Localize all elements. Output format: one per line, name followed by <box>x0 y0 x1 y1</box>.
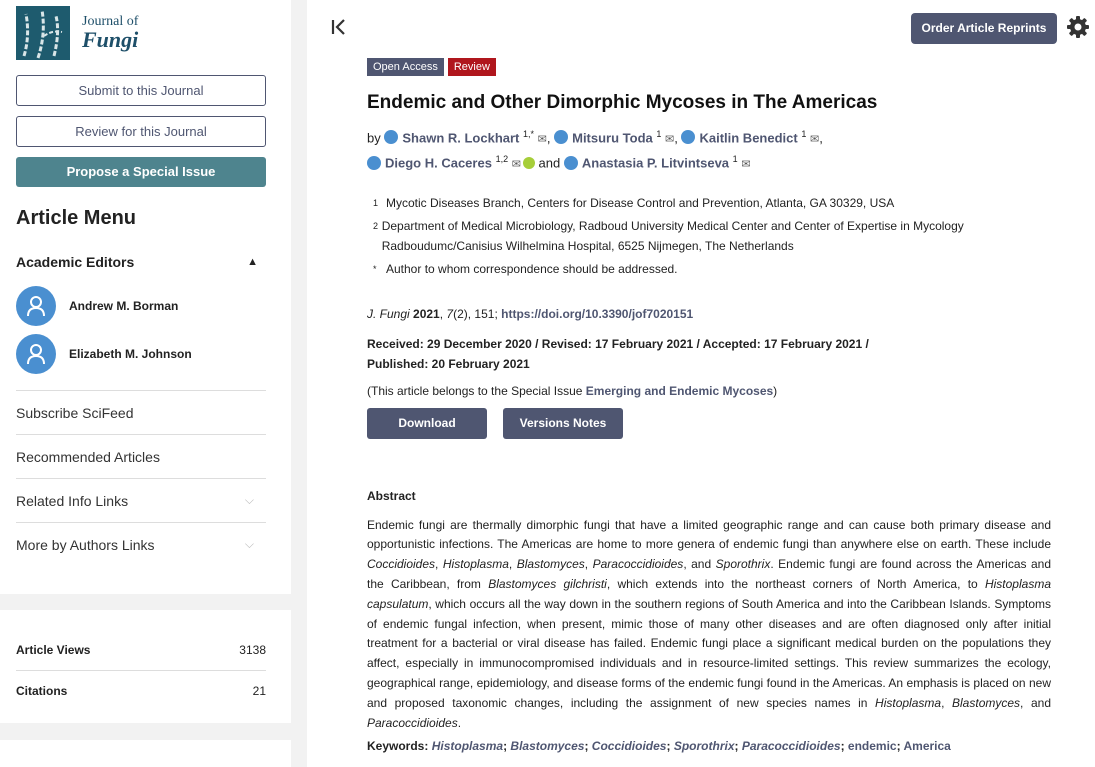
email-icon[interactable]: ✉ <box>809 133 820 146</box>
abstract-taxon: Histoplasma capsulatum <box>367 577 1051 611</box>
user-avatar-icon <box>16 334 56 374</box>
affiliations <box>367 193 1051 279</box>
stat-value: 3138 <box>239 643 266 657</box>
keyword-link[interactable]: Histoplasma <box>431 739 504 754</box>
abstract-taxon: Paracoccidioides <box>367 715 458 730</box>
affiliation-number: 2 <box>373 220 379 231</box>
abstract-segment: , which extends into the northeast corners of North America, to <box>606 577 985 592</box>
abstract-segment: , which occurs all the way down in the southern regions of South America and into the Caribbean Islands. Symptoms of endemic fungal infection, when present, mimic those of many other diseases and are often diagnosed only after initial treatment for a bacterial or viral disease has failed. Endemic fungi place a significant medical burden on the populations they affect, especially in immunocompromised individuals and in resource-limited settings. This review summarizes the ecology, geographical range, epidemiology, and disease forms of the endemic fungi found in the Americas. An emphasis is placed on new and proposed taxonomic changes, including the assignment of new species names in <box>367 596 1051 710</box>
author-link[interactable]: Mitsuru Toda <box>572 130 653 146</box>
stat-value: 21 <box>252 683 266 698</box>
editor-item[interactable] <box>16 334 266 374</box>
author-link[interactable]: Anastasia P. Litvintseva <box>581 155 730 171</box>
author-list: by Shawn R. Lockhart $^{1,*}$ ✉, Mitsuru Toda $^1$ ✉, Kaitlin Benedict $^1$ ✉, Diego H. Caceres $^{1,2}$ ✉ and Anastasia P. Litvintseva $^1$ ✉ <box>367 129 823 171</box>
abstract-segment: , <box>435 557 443 572</box>
author-link[interactable]: Shawn R. Lockhart <box>402 130 520 146</box>
abstract-text <box>367 516 1051 734</box>
abstract-taxon: Histoplasma <box>875 695 942 710</box>
sidebar-links <box>16 390 266 566</box>
journal-name-line1: Journal of <box>82 14 139 29</box>
abstract-segment: , <box>584 557 593 572</box>
stat-article-views <box>16 630 266 670</box>
journal-logo[interactable] <box>16 5 266 61</box>
affiliation-text: Department of Medical Microbiology, Radboud University Medical Center and Center of Expertise in Mycology Radboudumc/Canisius Wilhelmina Hospital, 6525 Nijmegen, The Netherlands <box>381 218 964 253</box>
editor-name: Andrew M. Borman <box>69 299 179 313</box>
author-icon <box>554 130 568 144</box>
author-icon <box>384 130 398 144</box>
gear-icon[interactable] <box>1067 16 1089 38</box>
keyword-link[interactable]: Coccidioides <box>591 739 667 754</box>
author-affil-sup: 1 <box>801 129 807 139</box>
article-stats-card <box>0 610 291 723</box>
submit-to-journal-button[interactable]: Submit to this Journal <box>16 75 266 106</box>
author-icon <box>367 156 381 170</box>
citation-pages: , 151; <box>467 306 502 321</box>
affiliation-text: Author to whom correspondence should be addressed. <box>386 261 678 276</box>
academic-editors-label: Academic Editors <box>16 254 135 270</box>
article-badges <box>367 58 1051 76</box>
author-affil-sup: 1,2 <box>495 154 509 165</box>
link-label: Recommended Articles <box>16 448 160 465</box>
abstract-segment: , <box>941 695 953 710</box>
affiliation-item <box>367 193 1051 213</box>
sidebar-link-more-by-authors[interactable] <box>16 522 266 566</box>
keyword-link[interactable]: endemic <box>847 739 897 754</box>
order-reprints-button[interactable]: Order Article Reprints <box>911 13 1057 44</box>
sidebar-link-related-info[interactable] <box>16 478 266 522</box>
author-affil-sup: 1 <box>656 129 662 139</box>
email-icon[interactable]: ✉ <box>665 133 675 146</box>
doi-link[interactable]: https://doi.org/10.3390/jof7020151 <box>501 306 694 321</box>
abstract-segment: , <box>508 557 517 572</box>
dates-line1: Received: 29 December 2020 / Revised: 17 February 2021 / Accepted: 17 February 2021 / <box>367 336 869 351</box>
and-label: and <box>538 155 561 171</box>
affiliation-item <box>367 216 1051 256</box>
abstract-segment: . Endemic fungi are found across the Americas and the Caribbean, from <box>367 557 1052 592</box>
editor-name: Elizabeth M. Johnson <box>69 347 192 361</box>
link-label: Subscribe SciFeed <box>16 404 134 421</box>
publication-dates <box>367 334 1051 374</box>
special-issue-suffix: ) <box>773 383 778 398</box>
review-for-journal-button[interactable]: Review for this Journal <box>16 116 266 147</box>
article-content <box>367 58 1051 753</box>
abstract-taxon: Paracoccidioides <box>592 557 684 572</box>
sidebar <box>0 0 291 767</box>
citation-journal: J. Fungi <box>367 306 410 321</box>
abstract-taxon: Blastomyces <box>516 557 585 572</box>
abstract-segment: , and <box>1020 695 1051 710</box>
citation-volume: 7 <box>446 306 454 321</box>
keywords-label: Keywords: <box>367 739 429 754</box>
affiliation-number: * <box>373 263 377 274</box>
orcid-icon[interactable] <box>523 157 535 169</box>
abstract-heading: Abstract <box>367 488 416 503</box>
email-icon[interactable]: ✉ <box>741 158 751 171</box>
abstract-taxon: Histoplasma <box>442 557 509 572</box>
article-menu-title: Article Menu <box>16 207 137 229</box>
abstract-taxon: Sporothrix <box>715 557 771 572</box>
sidebar-lower-card <box>0 740 291 767</box>
citation-issue: (2) <box>453 306 468 321</box>
article-main <box>307 0 1095 767</box>
citation-year: 2021 <box>413 306 440 321</box>
author-affil-sup: 1,* <box>523 129 535 139</box>
author-link[interactable]: Kaitlin Benedict <box>699 130 798 146</box>
keyword-link[interactable]: Sporothrix <box>673 739 735 754</box>
affiliation-text: Mycotic Diseases Branch, Centers for Disease Control and Prevention, Atlanta, GA 30329, USA <box>386 195 895 210</box>
chevron-up-icon: ▲ <box>247 256 258 268</box>
author-icon <box>564 156 578 170</box>
link-label: Related Info Links <box>16 492 129 509</box>
keyword-link[interactable]: America <box>903 739 951 754</box>
abstract-taxon: Blastomyces <box>952 695 1021 710</box>
abstract-taxon: Blastomyces gilchristi <box>488 577 607 592</box>
by-label: by <box>367 130 381 146</box>
keywords-line: Keywords: Histoplasma; Blastomyces; Coccidioides; Sporothrix; Paracoccidioides; endemic; America <box>367 739 951 754</box>
stat-label: Article Views <box>16 643 91 657</box>
special-issue-link[interactable]: Emerging and Endemic Mycoses <box>585 383 774 398</box>
sidebar-link-recommended-articles[interactable] <box>16 434 266 478</box>
user-avatar-icon <box>16 286 56 326</box>
abstract-segment: Endemic fungi are thermally dimorphic fungi that have a limited geographic range and can cause both primary disease and opportunistic infections. The Americas are home to more genera of endemic fungi than anywhere else on earth. These include <box>367 517 1051 552</box>
affiliation-item <box>367 259 1051 279</box>
versions-notes-button[interactable]: Versions Notes <box>503 408 623 439</box>
sidebar-link-subscribe-scifeed[interactable] <box>16 390 266 434</box>
chevron-down-icon: ⌵ <box>244 493 254 507</box>
propose-special-issue-button[interactable]: Propose a Special Issue <box>16 157 266 187</box>
abstract-taxon: Coccidioides <box>367 557 436 572</box>
author-affil-sup: 1 <box>732 154 738 165</box>
journal-name-line2: Fungi <box>82 27 139 52</box>
special-issue-prefix: (This article belongs to the Special Issue <box>367 383 586 398</box>
chevron-down-icon: ⌵ <box>244 537 254 551</box>
email-icon[interactable]: ✉ <box>511 158 521 171</box>
open-access-badge: Open Access <box>367 58 444 76</box>
article-actions <box>367 408 1051 439</box>
stat-citations[interactable] <box>16 670 266 710</box>
sidebar-main-card <box>0 0 291 594</box>
abstract-segment: , and <box>683 557 716 572</box>
abstract-segment: . <box>457 715 462 730</box>
download-button[interactable]: Download <box>367 408 487 439</box>
stat-label: Citations <box>16 683 68 698</box>
email-icon[interactable]: ✉ <box>537 133 547 146</box>
author-link[interactable]: Diego H. Caceres <box>385 155 492 171</box>
keyword-link[interactable]: Blastomyces <box>510 739 585 754</box>
link-label: More by Authors Links <box>16 536 155 553</box>
author-icon <box>681 130 695 144</box>
collapse-sidebar-icon[interactable] <box>331 18 347 36</box>
editor-item[interactable] <box>16 286 266 326</box>
academic-editors-toggle[interactable] <box>16 254 266 270</box>
citation-line: J. Fungi 2021, 7(2), 151; https://doi.org/10.3390/jof7020151 <box>367 306 694 321</box>
special-issue-note <box>367 384 1051 398</box>
journal-logo-icon <box>16 6 70 60</box>
affiliation-number: 1 <box>373 197 379 208</box>
dates-line2: Published: 20 February 2021 <box>367 356 530 371</box>
article-title: Endemic and Other Dimorphic Mycoses in The Americas <box>367 92 878 113</box>
article-type-badge: Review <box>448 58 496 76</box>
editors-list <box>16 286 266 374</box>
keyword-link[interactable]: Paracoccidioides <box>741 739 841 754</box>
